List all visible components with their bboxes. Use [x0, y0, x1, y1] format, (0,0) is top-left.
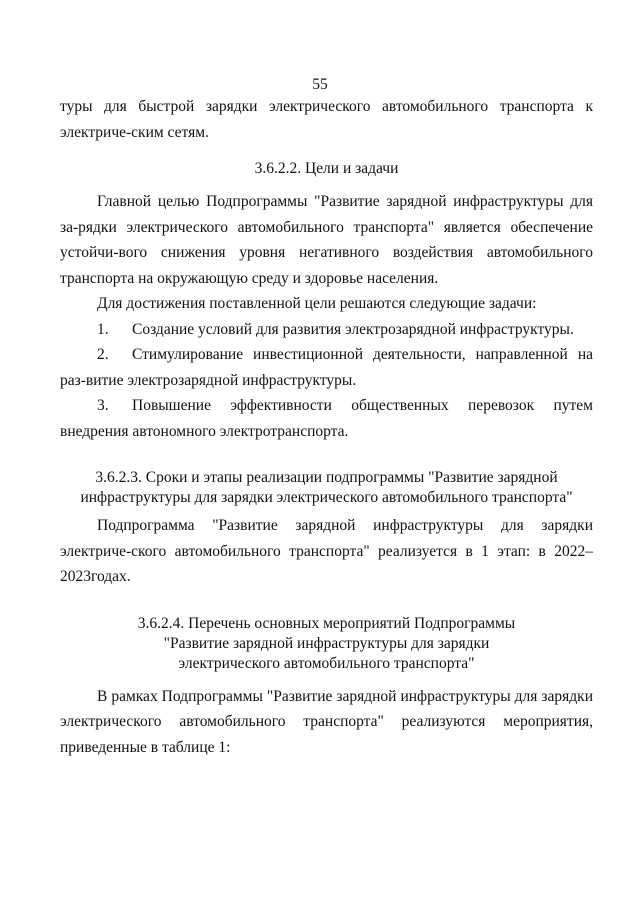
task-item-3 [60, 393, 593, 444]
heading-line: электрического автомобильного транспорта" [178, 654, 475, 672]
intro-paragraph: туры для быстрой зарядки электрического автомобильного транспорта к электриче-ским сетям. [60, 98, 593, 141]
task-text: Создание условий для развития электрозарядной инфраструктуры. [132, 320, 574, 338]
heading-line: "Развитие зарядной инфраструктуры для зарядки [163, 634, 490, 652]
task-number: 2. [97, 346, 109, 363]
heading-line: 3.6.2.4. Перечень основных мероприятий Подпрограммы [137, 614, 516, 632]
task-number: 3. [97, 397, 109, 414]
section-heading-measures [60, 614, 593, 674]
task-number: 1. [97, 320, 109, 338]
section-heading-goals: 3.6.2.2. Цели и задачи [254, 160, 399, 177]
task-text: Стимулирование инвестиционной деятельности, направленной на раз-витие электрозарядной инфраструктуры. [60, 346, 593, 389]
goal-paragraph: Главной целью Подпрограммы "Развитие зарядной инфраструктуры для за-рядки электрического автомобильного транспорта" является обеспечение устойчи-вого снижения уровня негативного воздействия автомобильного транспорта на окружающую среду и здоровье населения. [60, 193, 593, 287]
measures-paragraph: В рамках Подпрограммы "Развитие зарядной инфраструктуры для зарядки электрического автомобильного транспорта" реализуются мероприятия, приведенные в таблице 1: [60, 687, 593, 756]
task-item-1 [60, 317, 593, 343]
section-heading-terms [60, 468, 593, 508]
terms-paragraph: Подпрограмма "Развитие зарядной инфраструктуры для зарядки электриче-ского автомобильного транспорта" реализуется в 1 этап: в 2022–2023годах. [60, 517, 593, 585]
page-content [60, 94, 593, 760]
task-item-2 [60, 342, 593, 393]
tasks-intro-paragraph: Для достижения поставленной цели решаются следующие задачи: [97, 295, 537, 312]
task-text: Повышение эффективности общественных перевозок путем внедрения автономного электротранспорта. [60, 397, 593, 440]
heading-line: 3.6.2.3. Сроки и этапы реализации подпрограммы "Развитие зарядной [95, 469, 558, 486]
heading-line: инфраструктуры для зарядки электрического автомобильного транспорта" [80, 489, 573, 506]
page-number: 55 [312, 76, 328, 93]
